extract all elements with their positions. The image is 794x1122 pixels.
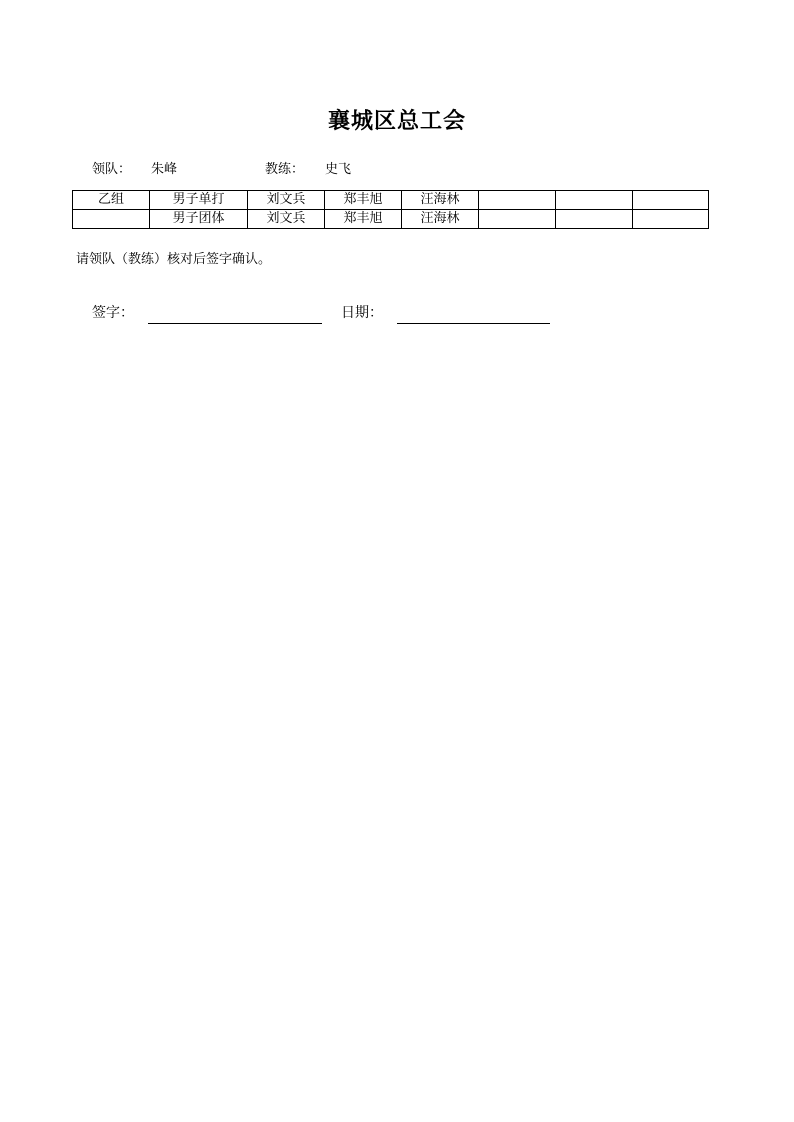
table-row	[73, 191, 709, 210]
player-cell	[479, 191, 556, 210]
player-cell	[633, 191, 709, 210]
player-cell	[556, 191, 633, 210]
event-cell: 男子单打	[150, 191, 248, 210]
event-cell: 男子团体	[150, 210, 248, 229]
player-cell: 汪海林	[402, 191, 479, 210]
table-row	[73, 210, 709, 229]
group-cell: 乙组	[73, 191, 150, 210]
leader-name: 朱峰	[151, 162, 178, 177]
player-cell: 郑丰旭	[325, 210, 402, 229]
date-line[interactable]	[397, 323, 550, 324]
signature-line[interactable]	[148, 323, 322, 324]
coach-name: 史飞	[325, 162, 352, 177]
player-cell: 郑丰旭	[325, 191, 402, 210]
player-cell	[556, 210, 633, 229]
confirmation-note: 请领队（教练）核对后签字确认。	[76, 252, 272, 267]
player-cell	[633, 210, 709, 229]
coach-label: 教练：	[265, 162, 305, 177]
player-cell	[479, 210, 556, 229]
player-cell: 刘文兵	[248, 191, 325, 210]
signature-label: 签字：	[92, 305, 134, 321]
group-cell	[73, 210, 150, 229]
roster-table	[72, 190, 709, 229]
page-title: 襄城区总工会	[327, 108, 466, 134]
leader-label: 领队：	[92, 162, 132, 177]
player-cell: 刘文兵	[248, 210, 325, 229]
date-label: 日期：	[341, 305, 383, 321]
player-cell: 汪海林	[402, 210, 479, 229]
